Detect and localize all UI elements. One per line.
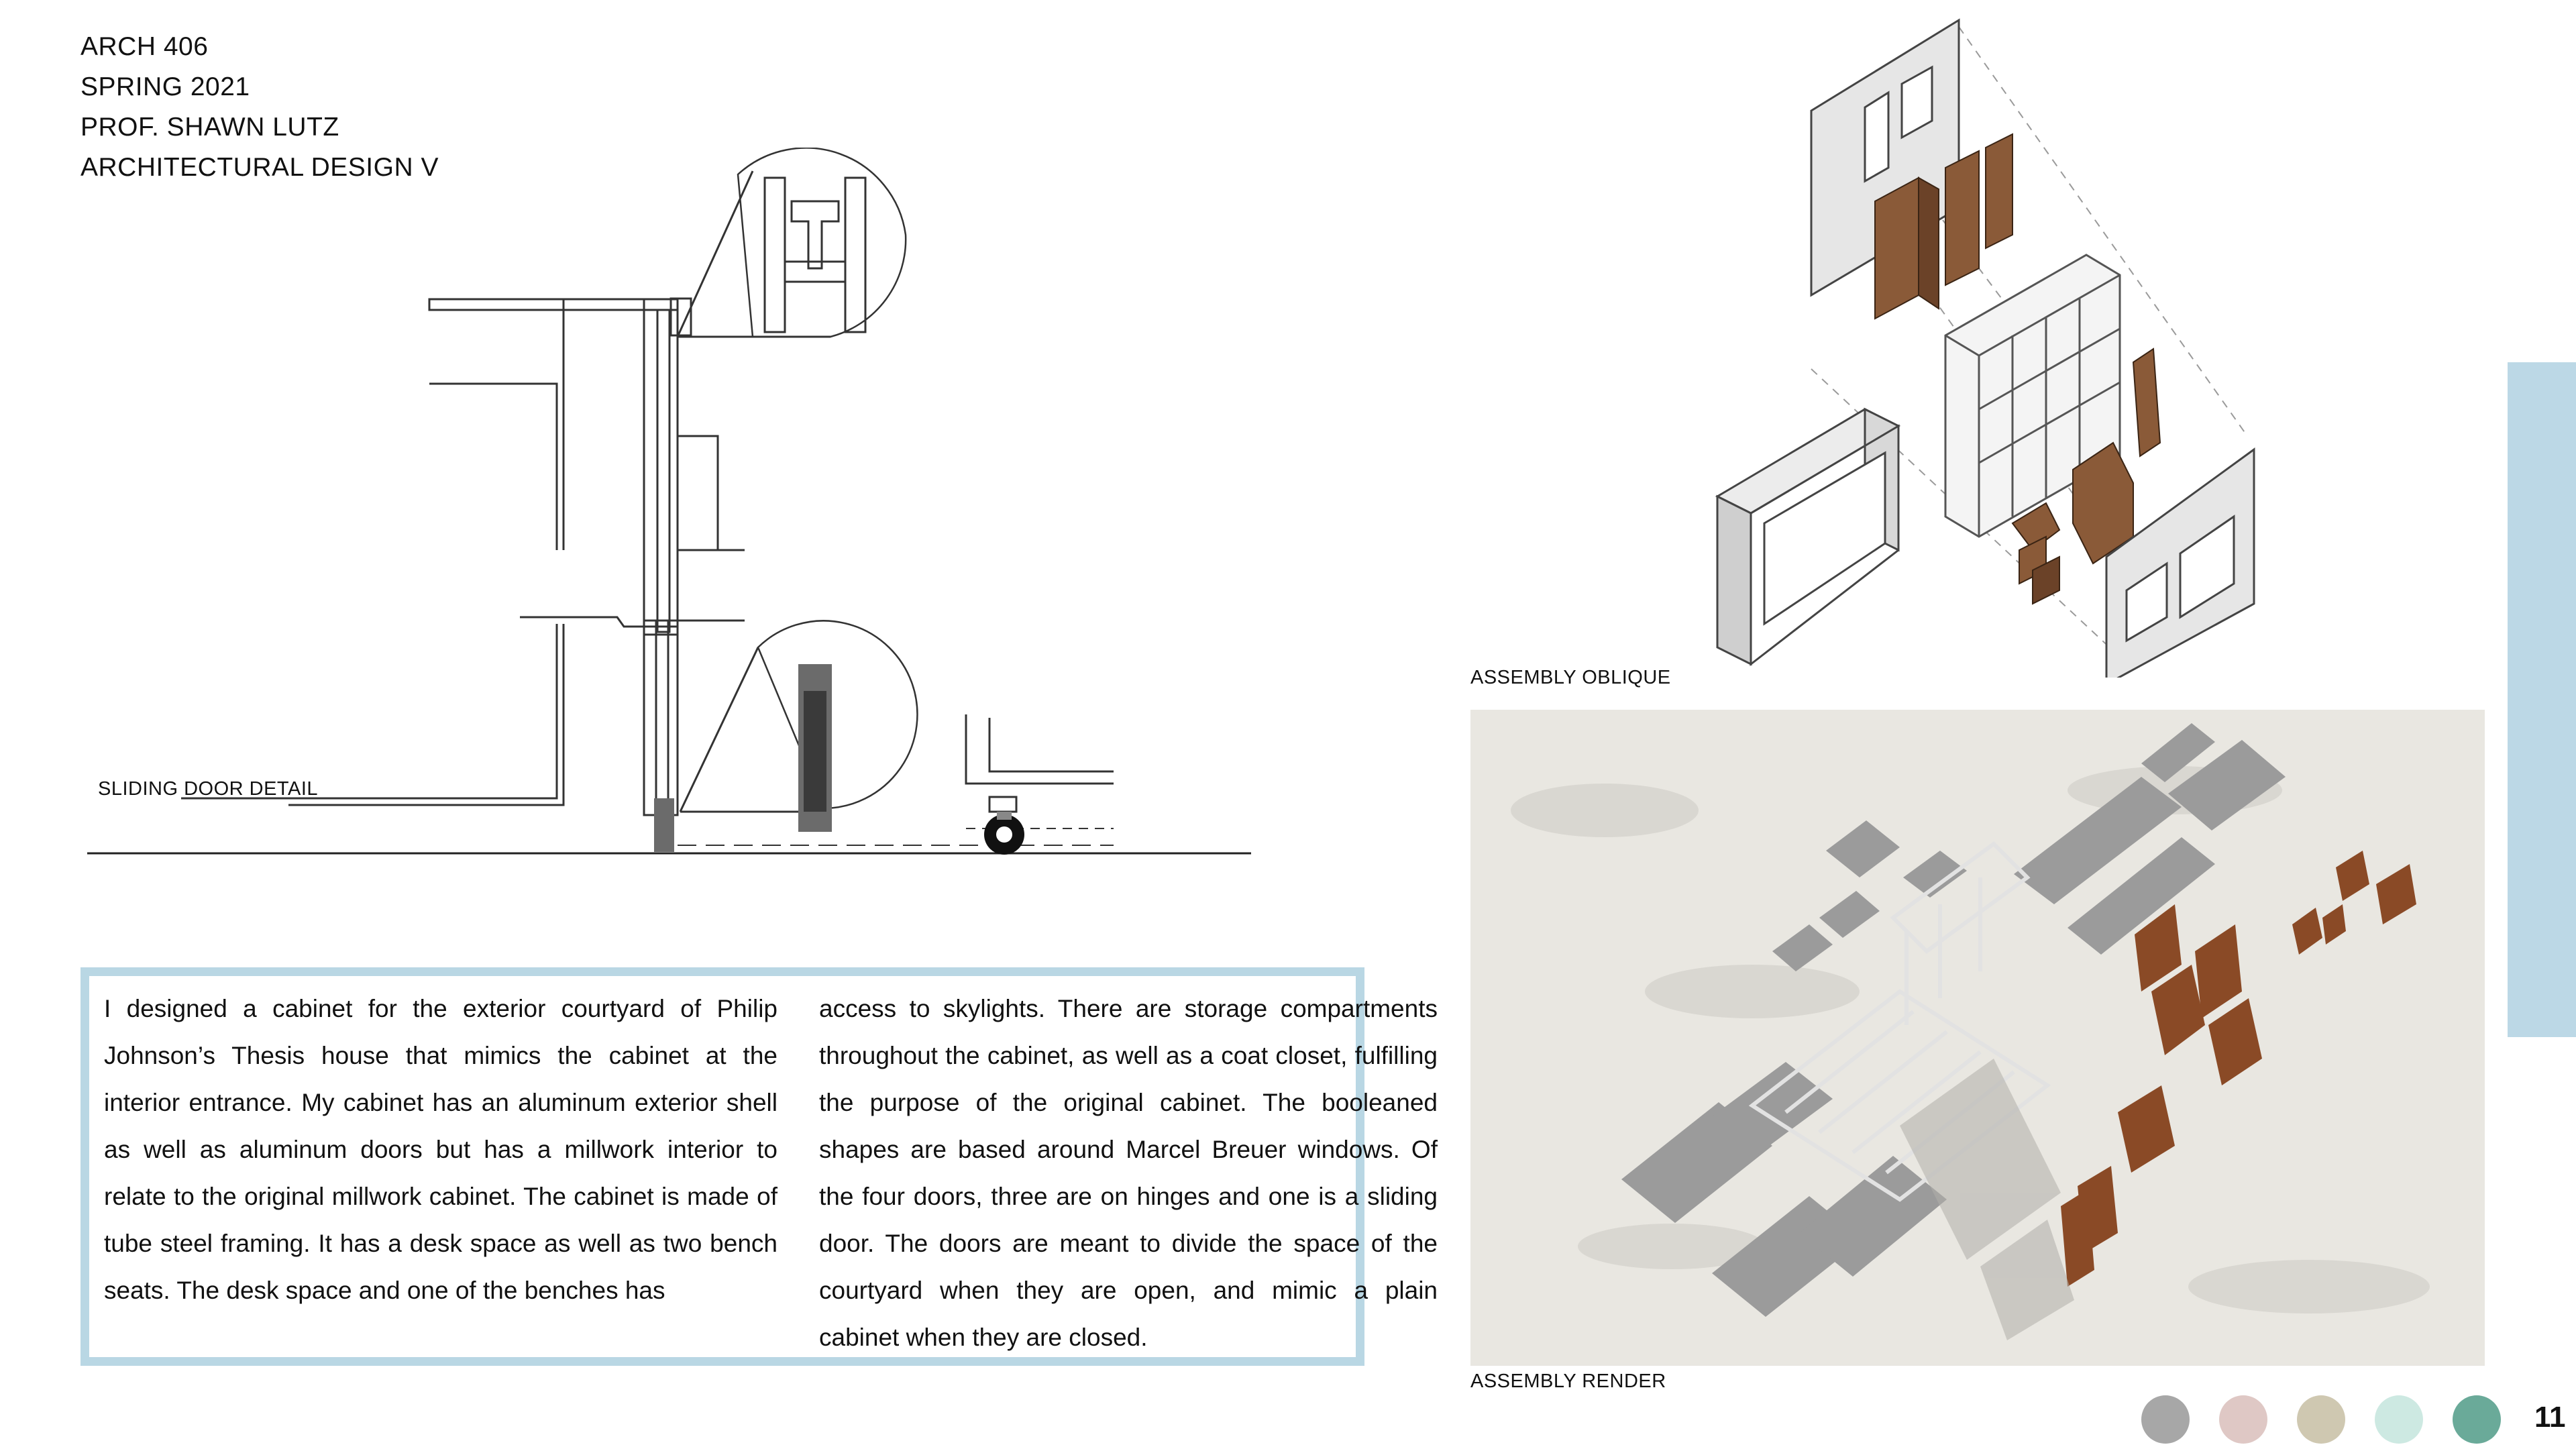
page-number: 11 [2534, 1401, 2566, 1434]
assembly-render-graphic [1470, 710, 2485, 1366]
professor: PROF. SHAWN LUTZ [80, 113, 339, 142]
swatch-pink [2219, 1395, 2267, 1444]
studio-title: ARCHITECTURAL DESIGN V [80, 153, 439, 182]
course-code: ARCH 406 [80, 32, 209, 61]
caption-sliding-door-detail: SLIDING DOOR DETAIL [98, 778, 319, 800]
assembly-render-image [1470, 710, 2485, 1366]
caption-assembly-render: ASSEMBLY RENDER [1470, 1371, 1666, 1392]
assembly-oblique-drawing [1697, 13, 2267, 678]
caption-assembly-oblique: ASSEMBLY OBLIQUE [1470, 667, 1671, 688]
swatch-aluminum-grey [2141, 1395, 2190, 1444]
swatch-teal [2453, 1395, 2501, 1444]
accent-strip [2508, 362, 2576, 1037]
term: SPRING 2021 [80, 72, 250, 101]
sliding-door-detail-drawing [87, 148, 1268, 879]
swatch-mint [2375, 1395, 2423, 1444]
swatch-khaki [2297, 1395, 2345, 1444]
project-description-box [80, 967, 1438, 1366]
description-column-left: I designed a cabinet for the exterior courtyard of Philip Johnson’s Thesis house that mimics the cabinet at the interior entrance. My cabinet has an aluminum exterior shell as well as aluminum doors but has a millwork interior to relate to the original millwork cabinet. The cabinet is made of tube steel framing. It has a desk space as well as two bench seats. The desk space and one of the benches has [104, 995, 777, 1304]
color-palette [2141, 1395, 2504, 1445]
description-column-right: access to skylights. There are storage compartments throughout the cabinet, as well as a coat closet, fulfilling the purpose of the original cabinet. The booleaned shapes are based around Marcel Breuer windows. Of the four doors, three are on hinges and one is a sliding door. The doors are meant to divide the space of the courtyard when they are open, and mimic a plain cabinet when they are closed. [819, 995, 1438, 1351]
